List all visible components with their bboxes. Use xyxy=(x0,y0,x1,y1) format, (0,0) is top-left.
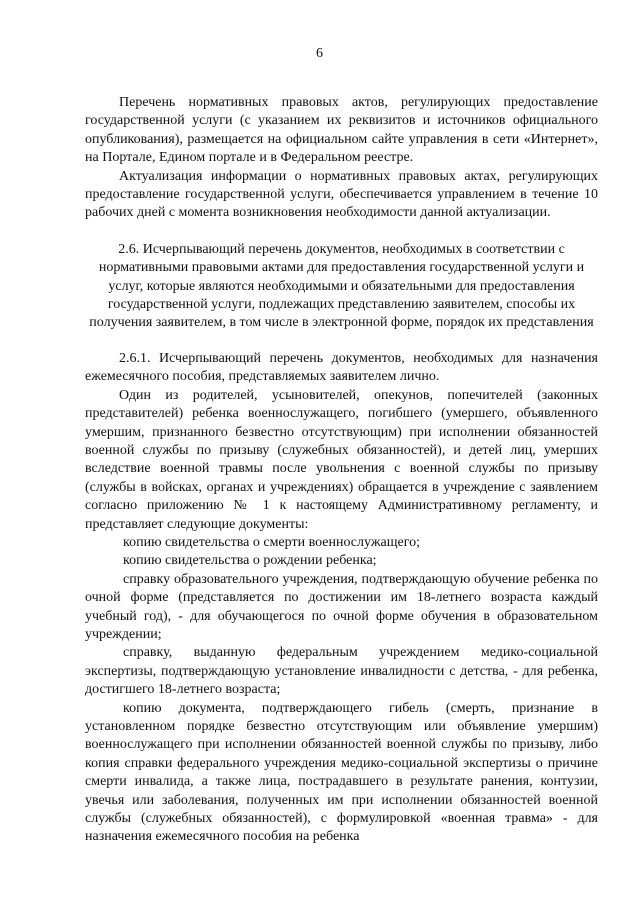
section-heading-2-6: 2.6. Исчерпывающий перечень документов, необходимых в соответствии с нормативными правовыми актами для предоставления государственной услуги и услуг, которые являются необходимыми и обязательными для предоставления государственной услуги, подлежащих представлению заявителем, способы их получения заявителем, в том числе в электронной форме, порядок их представления xyxy=(89,241,594,331)
page-number: 6 xyxy=(316,46,323,61)
document-body xyxy=(85,94,598,847)
list-item-birth-certificate: копию свидетельства о рождении ребенка; xyxy=(123,553,377,569)
subsection-2-6-1: 2.6.1. Исчерпывающий перечень документов, необходимых для назначения ежемесячного пособия, представляемых заявителем лично. xyxy=(85,350,598,385)
paragraph-legal-acts-list: Перечень нормативных правовых актов, регулирующих предоставление государственной услуги (с указанием их реквизитов и источников официального опубликования), размещается на официальном сайте управления в сети «Интернет», на Портале, Едином портале и в Федеральном реестре. xyxy=(85,95,598,166)
paragraph-applicant: Один из родителей, усыновителей, опекунов, попечителей (законных представителей) ребенка военнослужащего, погибшего (умершего, объявленного умершим, признанного безвестно отсутствующим) при исполнении обязанностей военной службы по призыву (служебных обязанностей), и детей лиц, умерших вследствие военной травмы после увольнения с военной службы по призыву (службы в войсках, органах и учреждениях) обращается в учреждение с заявлением согласно приложению № 1 к настоящему Административному регламенту, и представляет следующие документы: xyxy=(85,387,598,532)
paragraph-actualization: Актуализация информации о нормативных правовых актах, регулирующих предоставление государственной услуги, обеспечивается управлением в течение 10 рабочих дней с момента возникновения необходимости данной актуализации. xyxy=(85,168,598,221)
list-item-education-certificate: справку образовательного учреждения, подтверждающую обучение ребенка по очной форме (представляется по достижении им 18-летнего возраста каждый учебный год), - для обучающегося по очной форме обучения в образовательном учреждении; xyxy=(85,571,598,642)
list-item-death-document: копию документа, подтверждающего гибель (смерть, признание в установленном порядке безвестно отсутствующим или объявление умершим) военнослужащего при исполнении обязанностей военной службы по призыву, либо копия справки федерального учреждения медико-социальной экспертизы о причине смерти инвалида, а также лица, пострадавшего в результате ранения, контузии, увечья или заболевания, полученных им при исполнении обязанностей военной службы (служебных обязанностей), с формулировкой «военная травма» - для назначения ежемесячного пособия на ребенка xyxy=(85,700,598,845)
list-item-disability-certificate: справку, выданную федеральным учреждением медико-социальной экспертизы, подтверждающую установление инвалидности с детства, - для ребенка, достигшего 18-летнего возраста; xyxy=(85,645,598,698)
list-item-death-certificate: копию свидетельства о смерти военнослужащего; xyxy=(123,534,420,550)
